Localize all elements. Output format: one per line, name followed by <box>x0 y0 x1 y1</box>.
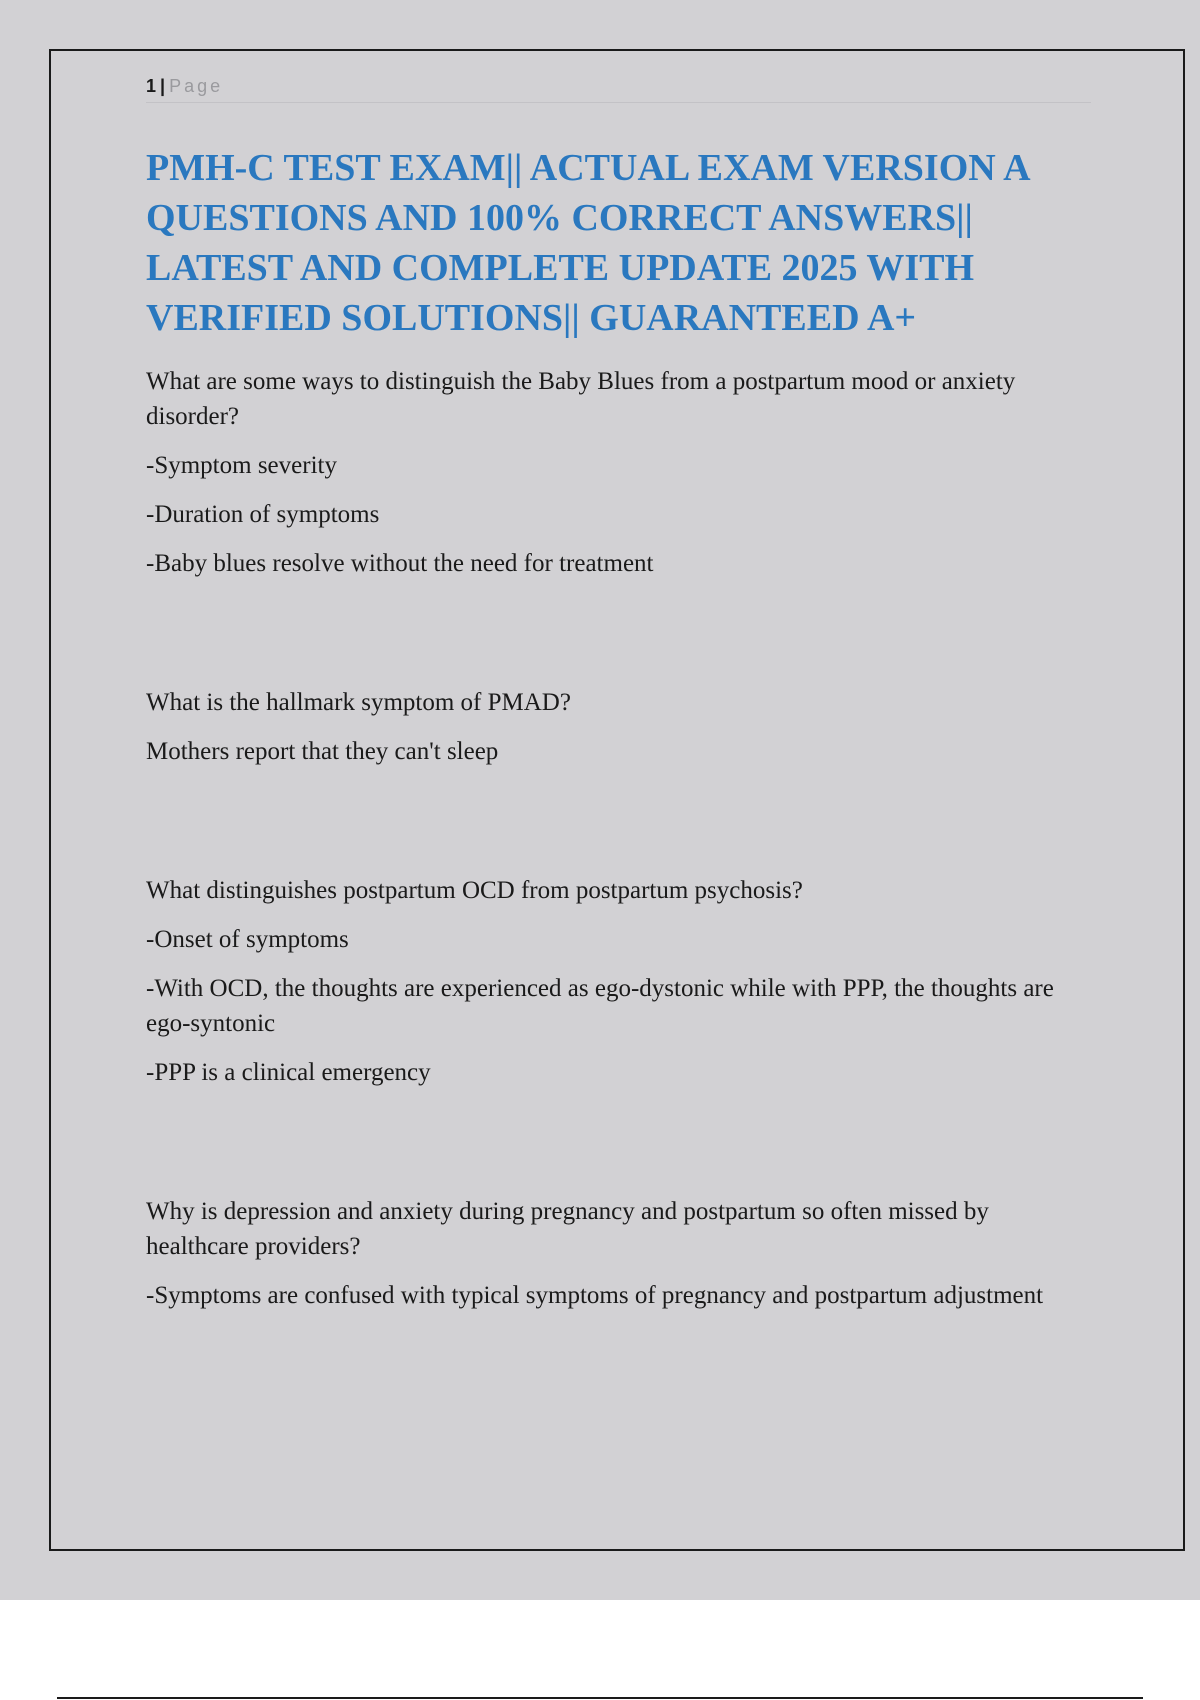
qa-content <box>146 364 1086 1327</box>
qa-item <box>146 364 1086 581</box>
qa-item <box>146 685 1086 769</box>
question-text: What are some ways to distinguish the Baby Blues from a postpartum mood or anxiety disorder? <box>146 368 1016 430</box>
answer-text: -Symptoms are confused with typical symptoms of pregnancy and postpartum adjustment <box>146 1282 1044 1309</box>
page-number: 1 <box>146 76 157 96</box>
next-page-top-rule <box>57 1697 1143 1699</box>
document-title: PMH-C TEST EXAM|| ACTUAL EXAM VERSION A QUESTIONS AND 100% CORRECT ANSWERS|| LATEST AND COMPLETE UPDATE 2025 WITH VERIFIED SOLUTIONS|| GUARANTEED A+ <box>146 147 1029 339</box>
qa-item <box>146 1194 1086 1313</box>
answer-text: Mothers report that they can't sleep <box>146 738 499 765</box>
answer-text: -Baby blues resolve without the need for treatment <box>146 550 654 577</box>
answer-text: -Onset of symptoms <box>146 926 349 953</box>
page-separator: | <box>160 76 166 96</box>
answer-text: -With OCD, the thoughts are experienced as ego-dystonic while with PPP, the thoughts are ego-syntonic <box>146 975 1054 1037</box>
question-text: Why is depression and anxiety during pregnancy and postpartum so often missed by healthcare providers? <box>146 1198 989 1260</box>
answer-text: -PPP is a clinical emergency <box>146 1059 431 1086</box>
question-text: What distinguishes postpartum OCD from postpartum psychosis? <box>146 877 803 904</box>
page-label: Page <box>169 76 224 96</box>
page-header <box>146 74 1091 103</box>
answer-text: -Symptom severity <box>146 452 337 479</box>
question-text: What is the hallmark symptom of PMAD? <box>146 689 571 716</box>
answer-text: -Duration of symptoms <box>146 501 380 528</box>
qa-item <box>146 873 1086 1090</box>
